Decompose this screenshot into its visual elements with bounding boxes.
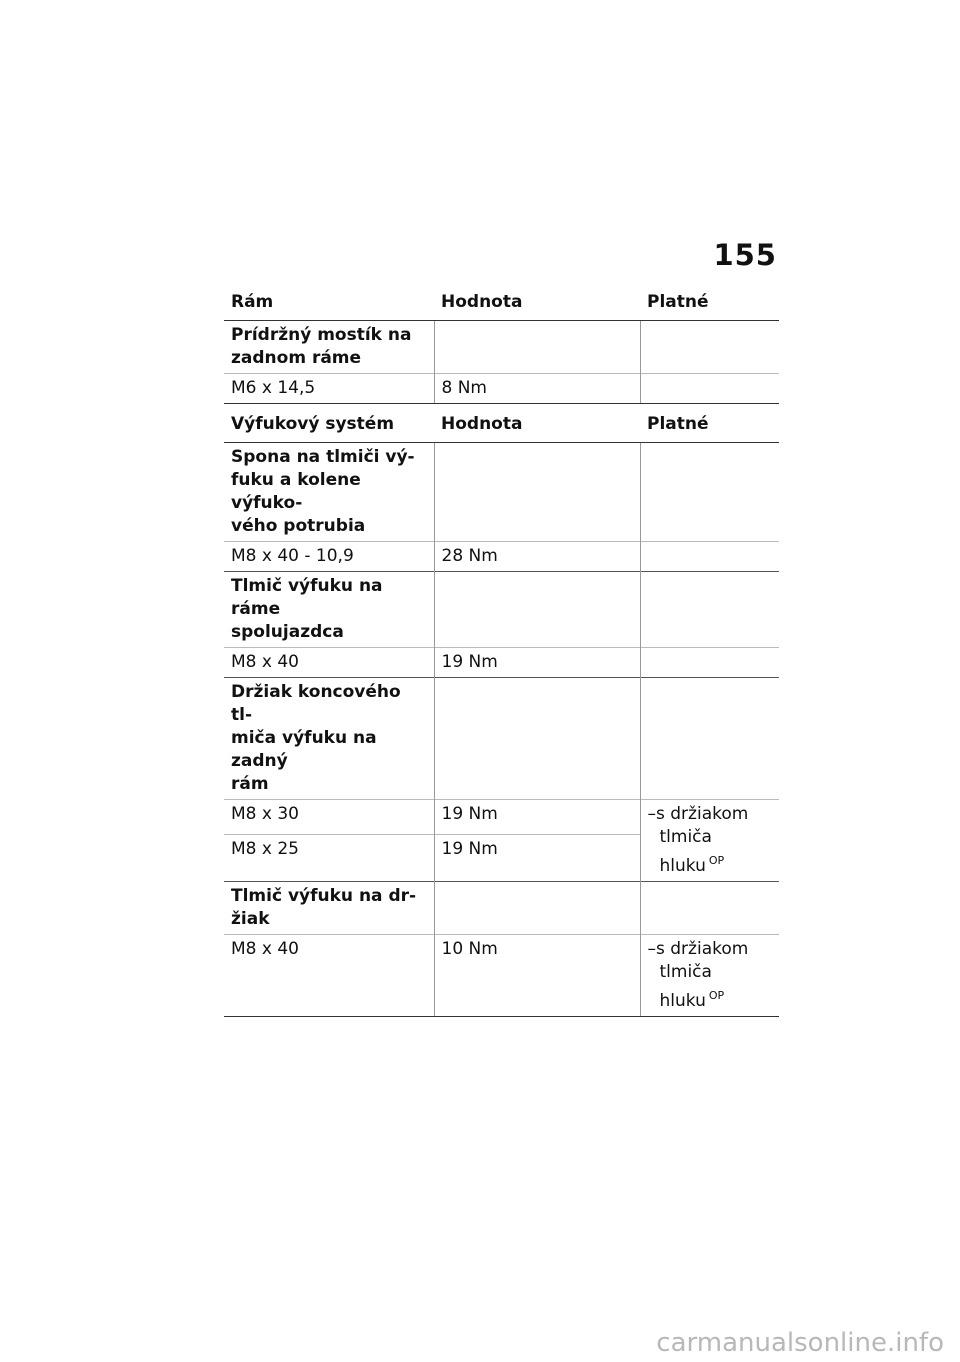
note-text: –s držiakom bbox=[647, 804, 749, 824]
column-header-value: Hodnota bbox=[434, 288, 640, 321]
bolt-size: M6 x 14,5 bbox=[224, 374, 434, 404]
column-header-part: Rám bbox=[224, 288, 434, 321]
torque-value: 28 Nm bbox=[434, 542, 640, 572]
table-row bbox=[224, 542, 779, 572]
bolt-size: M8 x 25 bbox=[224, 835, 434, 882]
group-name: Držiak koncového tl- miča výfuku na zadný rám bbox=[224, 678, 434, 800]
table-row bbox=[224, 935, 779, 1017]
frame-table-section bbox=[224, 288, 779, 404]
note-text: hluku $^{OP}$ bbox=[659, 989, 725, 1011]
table-header-row bbox=[224, 410, 779, 443]
note-cell bbox=[640, 572, 779, 648]
value-cell bbox=[434, 882, 640, 935]
value-cell bbox=[434, 678, 640, 800]
note-cell bbox=[640, 678, 779, 800]
value-cell bbox=[434, 443, 640, 542]
note-cell bbox=[640, 648, 779, 678]
option-marker: OP bbox=[708, 989, 725, 1002]
watermark-text: carmanualsonline.info bbox=[656, 1328, 944, 1358]
page-number: 155 bbox=[713, 238, 777, 272]
bolt-size: M8 x 40 bbox=[224, 935, 434, 1017]
note-cell bbox=[640, 935, 779, 1017]
table-row bbox=[224, 321, 779, 374]
note-cell bbox=[640, 882, 779, 935]
column-header-value: Hodnota bbox=[434, 410, 640, 443]
group-name: Prídržný mostík na zadnom ráme bbox=[224, 321, 434, 374]
torque-value: 10 Nm bbox=[434, 935, 640, 1017]
note-cell bbox=[640, 800, 779, 882]
note-text: tlmiča bbox=[659, 962, 712, 982]
table-row bbox=[224, 648, 779, 678]
group-name: Tlmič výfuku na dr- žiak bbox=[224, 882, 434, 935]
table-row bbox=[224, 374, 779, 404]
column-header-part: Výfukový systém bbox=[224, 410, 434, 443]
note-cell bbox=[640, 374, 779, 404]
column-header-valid: Platné bbox=[640, 410, 779, 443]
group-name: Spona na tlmiči vý- fuku a kolene výfuko- vého potrubia bbox=[224, 443, 434, 542]
option-marker: OP bbox=[708, 854, 725, 867]
exhaust-torque-table bbox=[224, 410, 779, 1017]
exhaust-table-section bbox=[224, 410, 779, 1017]
table-row bbox=[224, 882, 779, 935]
column-header-valid: Platné bbox=[640, 288, 779, 321]
table-row bbox=[224, 678, 779, 800]
bolt-size: M8 x 40 - 10,9 bbox=[224, 542, 434, 572]
note-cell bbox=[640, 443, 779, 542]
frame-torque-table bbox=[224, 288, 779, 404]
torque-value: 19 Nm bbox=[434, 648, 640, 678]
note-cell bbox=[640, 321, 779, 374]
bolt-size: M8 x 30 bbox=[224, 800, 434, 835]
value-cell bbox=[434, 572, 640, 648]
note-text: –s držiakom bbox=[647, 939, 749, 959]
note-text: hluku $^{OP}$ bbox=[659, 854, 725, 876]
note-text: tlmiča bbox=[659, 827, 712, 847]
note-cell bbox=[640, 542, 779, 572]
torque-value: 19 Nm bbox=[434, 835, 640, 882]
table-row bbox=[224, 443, 779, 542]
torque-value: 8 Nm bbox=[434, 374, 640, 404]
bolt-size: M8 x 40 bbox=[224, 648, 434, 678]
group-name: Tlmič výfuku na ráme spolujazdca bbox=[224, 572, 434, 648]
table-row bbox=[224, 572, 779, 648]
table-row bbox=[224, 800, 779, 835]
torque-value: 19 Nm bbox=[434, 800, 640, 835]
table-header-row bbox=[224, 288, 779, 321]
value-cell bbox=[434, 321, 640, 374]
